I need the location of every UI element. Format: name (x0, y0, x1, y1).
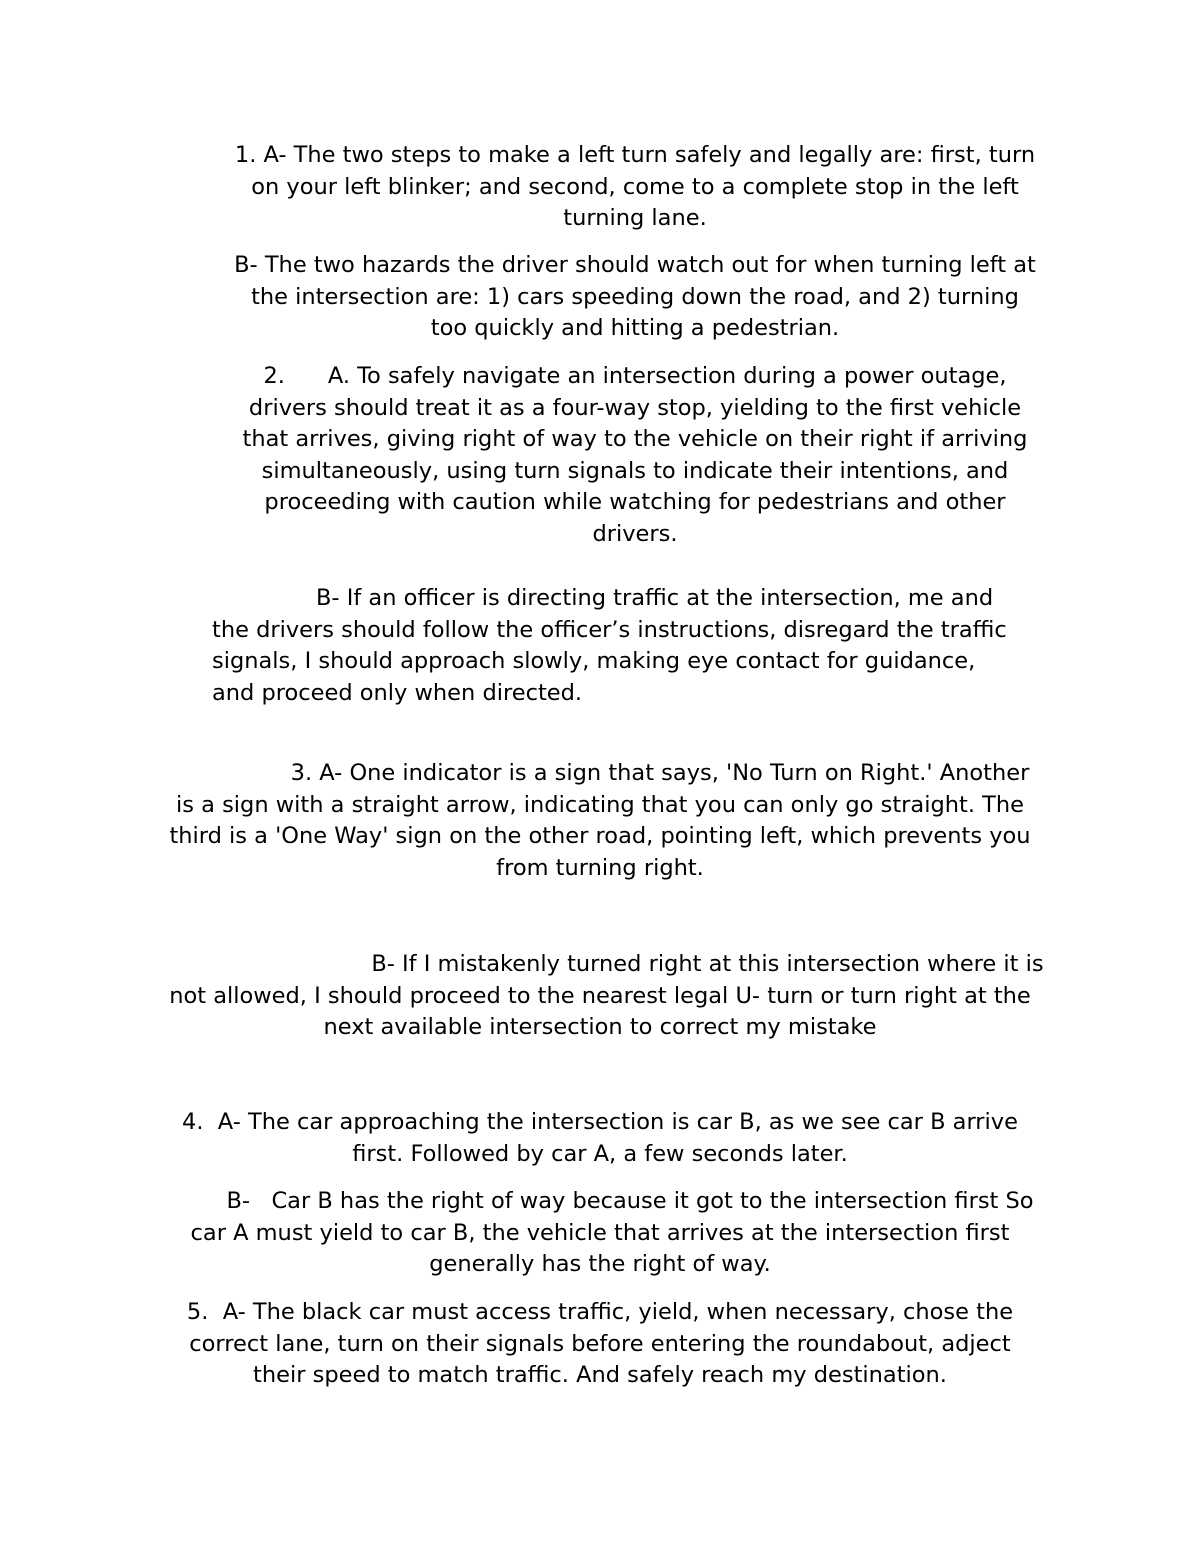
q2-a-line-5: proceeding with caution while watching for pedestrians and other (264, 489, 1006, 515)
q4-a-line-2: first. Followed by car A, a few seconds later. (352, 1140, 848, 1167)
q2-a-line-4: simultaneously, using turn signals to indicate their intentions, and (261, 457, 1009, 484)
q4-b-line-1: B- Car B has the right of way because it got to the intersection first So (226, 1188, 1034, 1214)
q2-b-line-4: and proceed only when directed. (212, 679, 583, 706)
q3-answer-a (140, 758, 1060, 884)
q3-a-line-4: from turning right. (496, 854, 704, 881)
q1-answer-b (210, 250, 1060, 345)
q3-b-line-3: next available intersection to correct my mistake (323, 1014, 877, 1040)
q4-b-line-3: generally has the right of way. (429, 1251, 771, 1277)
q1-a-line-3: turning lane. (563, 205, 707, 231)
q2-b-line-1: B- If an officer is directing traffic at the intersection, me and (316, 585, 994, 611)
q5-a-line-3: their speed to match traffic. And safely reach my destination. (253, 1362, 947, 1388)
q2-b-line-2: the drivers should follow the officer’s instructions, disregard the traffic (212, 616, 1007, 643)
q1-b-line-1: B- The two hazards the driver should watch out for when turning left at (234, 252, 1036, 278)
q4-a-line-1: 4. A- The car approaching the intersection is car B, as we see car B arrive (182, 1109, 1018, 1135)
q1-a-line-1: 1. A- The two steps to make a left turn safely and legally are: first, turn (234, 142, 1036, 168)
q4-b-line-2: car A must yield to car B, the vehicle that arrives at the intersection first (190, 1219, 1010, 1246)
q2-a-line-6: drivers. (592, 520, 678, 547)
q1-b-line-3: too quickly and hitting a pedestrian. (430, 315, 840, 341)
q3-b-line-2: not allowed, I should proceed to the nearest legal U- turn or turn right at the (169, 982, 1031, 1009)
q2-b-line-3: signals, I should approach slowly, making eye contact for guidance, (212, 648, 976, 674)
q2-a-line-2: drivers should treat it as a four-way stop, yielding to the first vehicle (248, 394, 1022, 421)
q1-b-line-2: the intersection are: 1) cars speeding down the road, and 2) turning (251, 283, 1019, 310)
q3-a-line-1: 3. A- One indicator is a sign that says, 'No Turn on Right.' Another (290, 760, 1030, 786)
q1-a-line-2: on your left blinker; and second, come to a complete stop in the left (251, 173, 1019, 200)
q2-a-line-3: that arrives, giving right of way to the vehicle on their right if arriving (242, 426, 1028, 452)
q3-a-line-2: is a sign with a straight arrow, indicating that you can only go straight. The (176, 791, 1024, 818)
q4-answer-a (150, 1107, 1050, 1170)
q2-a-line-1: 2. A. To safely navigate an intersection during a power outage, (263, 363, 1007, 389)
q5-a-line-1: 5. A- The black car must access traffic, yield, when necessary, chose the (186, 1299, 1014, 1325)
q2-answer-a (210, 361, 1060, 550)
q1-answer-a (210, 140, 1060, 235)
q5-answer-a (150, 1297, 1050, 1392)
q2-answer-b (212, 583, 1072, 709)
q3-b-line-1: B- If I mistakenly turned right at this intersection where it is (371, 951, 1044, 977)
q3-a-line-3: third is a 'One Way' sign on the other road, pointing left, which prevents you (169, 823, 1031, 849)
q4-answer-b (150, 1186, 1050, 1281)
q3-answer-b (140, 949, 1060, 1044)
q5-a-line-2: correct lane, turn on their signals before entering the roundabout, adject (189, 1330, 1011, 1357)
